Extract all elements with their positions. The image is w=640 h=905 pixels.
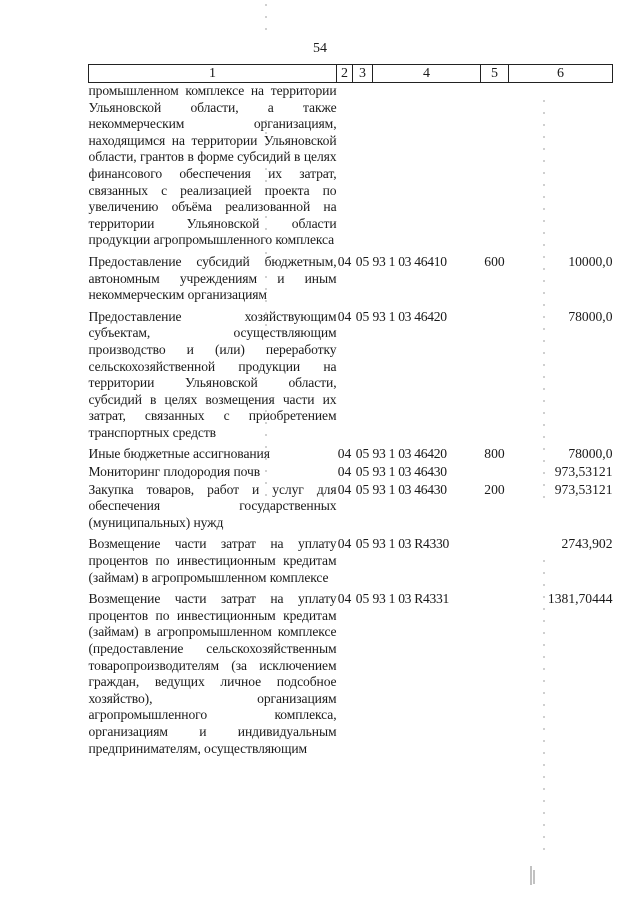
row-name: промышленном комплексе на территории Ульяновской области, а также некоммерческим организациям, находящимся на территории Ульяновской области, грантов в форме субсидий в целях финансового обеспечения их затрат, связанных с реализацией проекта по увеличению объёма реализованной на территории Ульяновской области продукции агропромышленного комплекса xyxy=(88,83,337,248)
row-name: Мониторинг плодородия почв xyxy=(88,464,261,480)
row-subsection: 05 xyxy=(355,308,370,324)
row-subsection: 05 xyxy=(355,446,370,462)
header-col-2: 2 xyxy=(337,65,353,83)
row-subsection: 05 xyxy=(355,464,370,480)
row-section: 04 xyxy=(337,591,352,607)
header-col-6: 6 xyxy=(509,65,613,83)
row-subsection: 05 xyxy=(355,536,370,552)
row-amount: 1381,70444 xyxy=(547,591,613,607)
row-amount: 78000,0 xyxy=(568,446,613,462)
row-subsection: 05 xyxy=(355,591,370,607)
row-expense-type xyxy=(481,531,509,586)
row-amount: 973,53121 xyxy=(554,464,613,480)
row-amount xyxy=(509,83,613,249)
header-col-3: 3 xyxy=(353,65,373,83)
row-expense-type: 200 xyxy=(484,481,505,497)
row-name: Возмещение части затрат на уплату процентов по инвестиционным кредитам (займам) в агропромышленном комплексе (предоставление сельскохозяйственным товаропроизводителям (за исключением граждан, ведущих личное подсобное хозяйство), организациям агропромышленного комплекса, организациям и индивидуальным предпринимателям, осуществляющим xyxy=(88,591,337,756)
table-header-row xyxy=(89,65,613,83)
table-row xyxy=(89,531,613,586)
row-subsection: 05 xyxy=(355,481,370,497)
row-target-code xyxy=(373,83,481,249)
row-name: Иные бюджетные ассигнования xyxy=(88,446,270,462)
table-row xyxy=(89,481,613,532)
header-col-5: 5 xyxy=(481,65,509,83)
row-section: 04 xyxy=(337,481,352,497)
row-target-code: 93 1 03 46430 xyxy=(372,464,447,480)
row-amount: 78000,0 xyxy=(568,308,613,324)
row-amount: 973,53121 xyxy=(554,481,613,497)
row-expense-type xyxy=(481,304,509,442)
header-col-1: 1 xyxy=(89,65,337,83)
row-section: 04 xyxy=(337,464,352,480)
row-section: 04 xyxy=(337,536,352,552)
row-subsection xyxy=(353,83,373,249)
header-col-4: 4 xyxy=(373,65,481,83)
row-expense-type xyxy=(481,463,509,481)
table-row xyxy=(89,83,613,249)
row-name: Возмещение части затрат на уплату процентов по инвестиционным кредитам (займам) в агропромышленном комплексе xyxy=(88,536,337,585)
row-target-code: 93 1 03 46420 xyxy=(372,308,447,324)
table-row xyxy=(89,463,613,481)
table-row xyxy=(89,441,613,463)
row-target-code: 93 1 03 R4331 xyxy=(372,591,450,607)
row-expense-type: 800 xyxy=(484,446,505,462)
row-name: Предоставление субсидий бюджетным, автономным учреждениям и иным некоммерческим организациям xyxy=(88,253,337,303)
row-target-code: 93 1 03 46430 xyxy=(372,481,447,497)
row-section: 04 xyxy=(337,308,352,324)
row-subsection: 05 xyxy=(355,253,370,269)
row-section: 04 xyxy=(337,253,352,269)
row-target-code: 93 1 03 46420 xyxy=(372,446,447,462)
row-section xyxy=(337,83,353,249)
table-row xyxy=(89,586,613,757)
row-expense-type: 600 xyxy=(484,253,505,269)
row-amount: 2743,902 xyxy=(561,536,613,552)
row-name: Закупка товаров, работ и услуг для обеспечения государственных (муниципальных) нужд xyxy=(88,481,337,530)
table-row xyxy=(89,249,613,304)
row-expense-type xyxy=(481,83,509,249)
row-target-code: 93 1 03 R4330 xyxy=(372,536,450,552)
row-expense-type xyxy=(481,586,509,757)
row-amount: 10000,0 xyxy=(568,253,613,269)
row-name: Предоставление хозяйствующим субъектам, осуществляющим производство и (или) переработку сельскохозяйственной продукции на территории Ульяновской области, субсидий в целях возмещения части их затрат, связанных с приобретением транспортных средств xyxy=(88,308,337,440)
page-number: 54 xyxy=(313,41,327,56)
row-section: 04 xyxy=(337,446,352,462)
table-row xyxy=(89,304,613,442)
budget-table xyxy=(88,64,613,757)
row-target-code: 93 1 03 46410 xyxy=(372,253,447,269)
